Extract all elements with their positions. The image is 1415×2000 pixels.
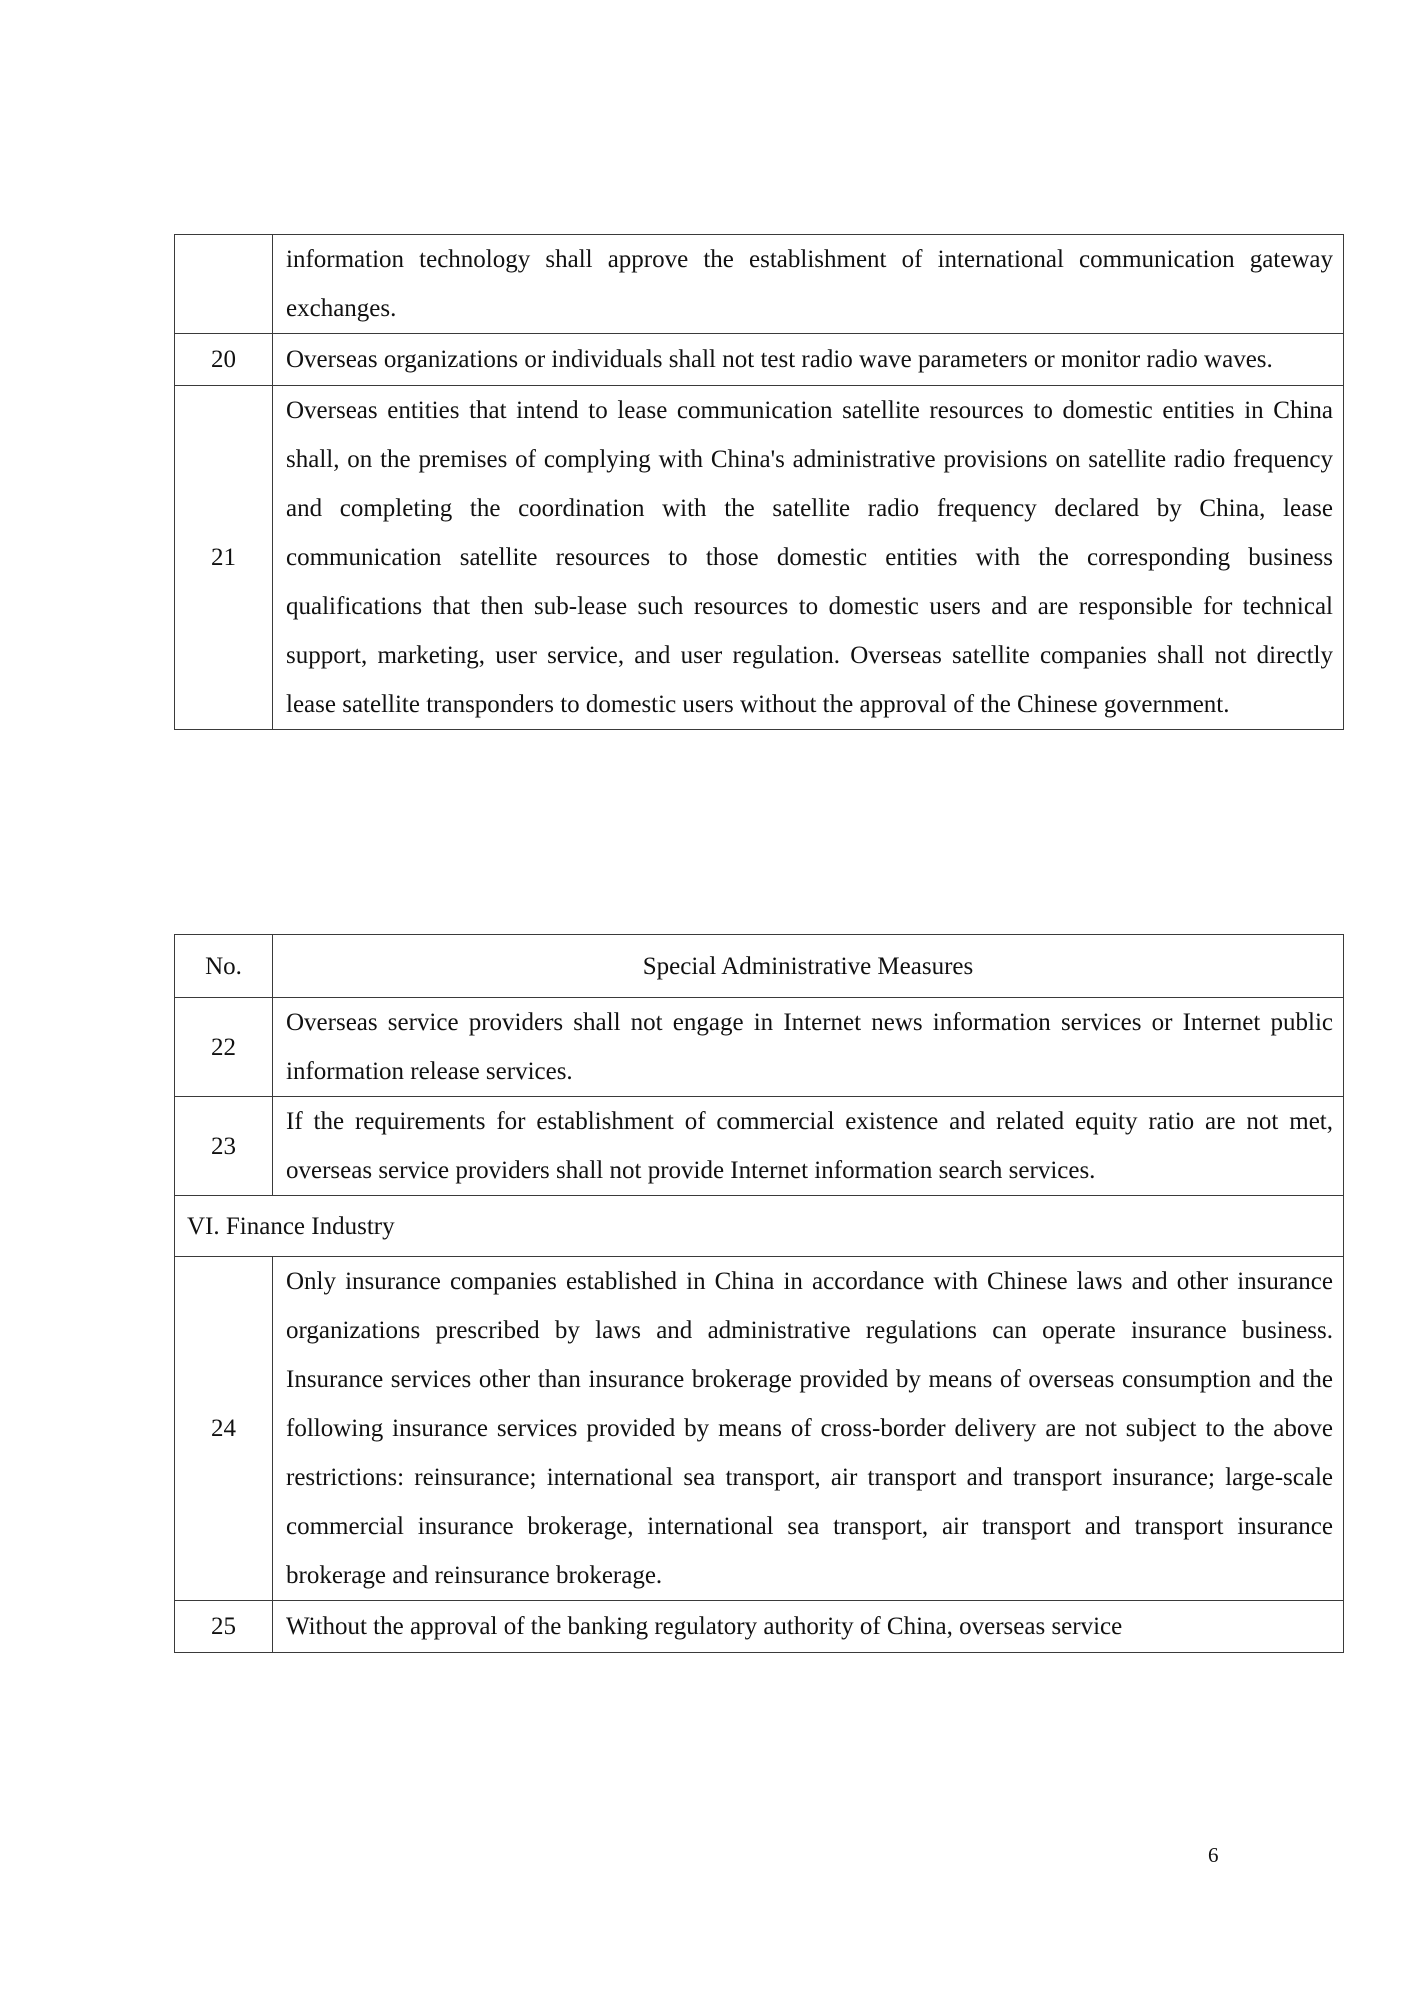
measure-text: Overseas service providers shall not engage in Internet news information services or Internet public information release services. <box>273 998 1344 1097</box>
row-number: 20 <box>175 334 273 386</box>
section-row <box>175 1196 1344 1257</box>
measure-text: If the requirements for establishment of commercial existence and related equity ratio are not met, overseas service providers shall not provide Internet information search services. <box>273 1097 1344 1196</box>
measure-text: Without the approval of the banking regulatory authority of China, overseas service <box>273 1601 1344 1653</box>
row-number: 23 <box>175 1097 273 1196</box>
column-header-no: No. <box>175 935 273 998</box>
measure-text: information technology shall approve the establishment of international communication gateway exchanges. <box>273 235 1344 334</box>
measures-table-continued <box>174 234 1344 730</box>
row-number <box>175 235 273 334</box>
section-heading: VI. Finance Industry <box>175 1196 1344 1257</box>
table-row <box>175 998 1344 1097</box>
table-row <box>175 1601 1344 1653</box>
table-row <box>175 334 1344 386</box>
row-number: 22 <box>175 998 273 1097</box>
table-header-row <box>175 935 1344 998</box>
column-header-measures: Special Administrative Measures <box>273 935 1344 998</box>
table-row <box>175 235 1344 334</box>
measure-text: Overseas entities that intend to lease communication satellite resources to domestic entities in China shall, on the premises of complying with China's administrative provisions on satellite radio frequency and completing the coordination with the satellite radio frequency declared by China, lease communication satellite resources to those domestic entities with the corresponding business qualifications that then sub-lease such resources to domestic users and are responsible for technical support, marketing, user service, and user regulation. Overseas satellite companies shall not directly lease satellite transponders to domestic users without the approval of the Chinese government. <box>273 386 1344 730</box>
measures-table <box>174 934 1344 1653</box>
page-number: 6 <box>1208 1843 1219 1867</box>
table-row <box>175 386 1344 730</box>
row-number: 24 <box>175 1257 273 1601</box>
row-number: 25 <box>175 1601 273 1653</box>
table-row <box>175 1257 1344 1601</box>
measure-text: Overseas organizations or individuals shall not test radio wave parameters or monitor radio waves. <box>273 334 1344 386</box>
table-row <box>175 1097 1344 1196</box>
measure-text: Only insurance companies established in China in accordance with Chinese laws and other insurance organizations prescribed by laws and administrative regulations can operate insurance business. Insurance services other than insurance brokerage provided by means of overseas consumption and the following insurance services provided by means of cross-border delivery are not subject to the above restrictions: reinsurance; international sea transport, air transport and transport insurance; large-scale commercial insurance brokerage, international sea transport, air transport and transport insurance brokerage and reinsurance brokerage. <box>273 1257 1344 1601</box>
row-number: 21 <box>175 386 273 730</box>
